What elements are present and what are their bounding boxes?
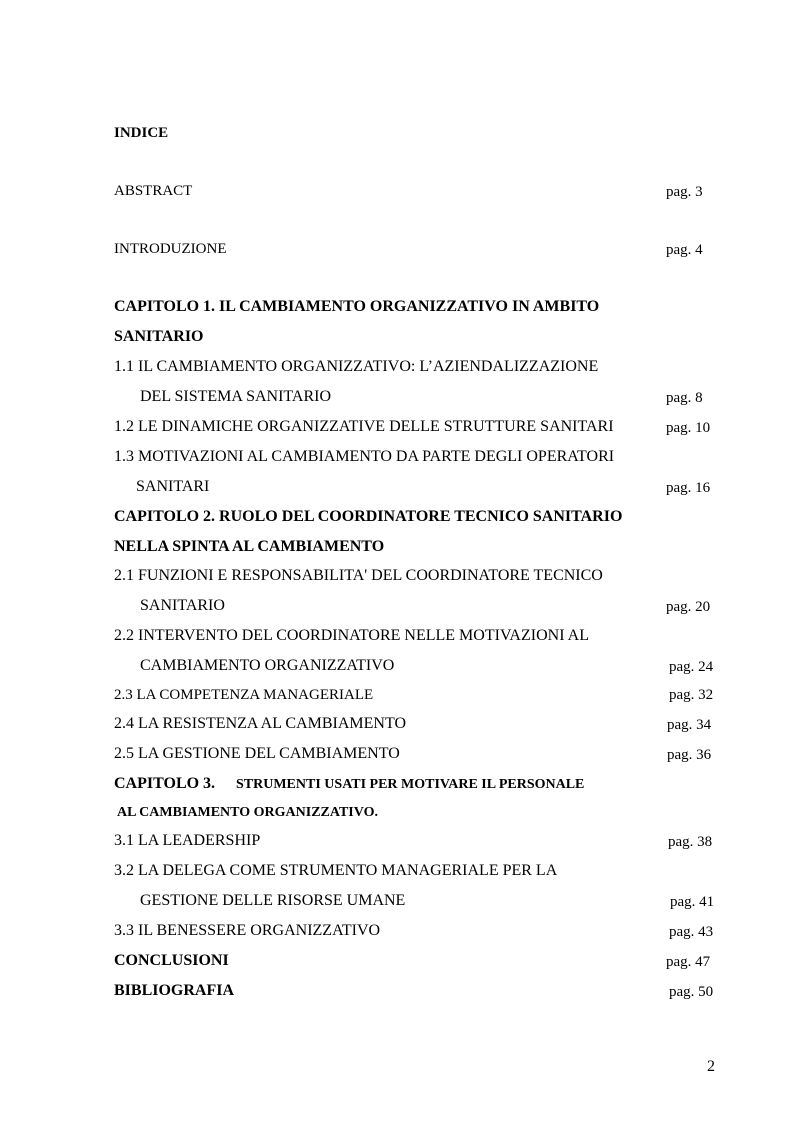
toc-entry-introduzione: INTRODUZIONE	[114, 241, 227, 257]
toc-entry-1-1-line2: DEL SISTEMA SANITARIO	[140, 388, 332, 405]
page-number: 2	[707, 1058, 715, 1075]
toc-page-2-4: pag. 34	[667, 717, 712, 733]
toc-page-introduzione: pag. 4	[666, 242, 703, 258]
toc-entry-abstract: ABSTRACT	[114, 183, 193, 199]
toc-page-conclusioni: pag. 47	[666, 954, 711, 970]
toc-chapter-3-title: STRUMENTI USATI PER MOTIVARE IL PERSONALE	[236, 777, 585, 792]
toc-page-bibliografia: pag. 50	[669, 984, 714, 1000]
toc-entry-3-2-line2: GESTIONE DELLE RISORSE UMANE	[140, 892, 406, 909]
toc-chapter-3-line2: AL CAMBIAMENTO ORGANIZZATIVO.	[117, 805, 378, 820]
toc-chapter-2-line2: NELLA SPINTA AL CAMBIAMENTO	[114, 538, 385, 555]
toc-entry-3-1: 3.1 LA LEADERSHIP	[114, 832, 261, 849]
toc-entry-2-1-line2: SANITARIO	[140, 597, 225, 614]
toc-entry-2-4: 2.4 LA RESISTENZA AL CAMBIAMENTO	[114, 715, 407, 732]
toc-entry-2-2-line2: CAMBIAMENTO ORGANIZZATIVO	[140, 657, 395, 674]
toc-page-2-3: pag. 32	[669, 687, 714, 703]
toc-entry-bibliografia: BIBLIOGRAFIA	[114, 982, 235, 999]
toc-page-3-3: pag. 43	[669, 924, 714, 940]
toc-entry-1-1-line1: 1.1 IL CAMBIAMENTO ORGANIZZATIVO: L’AZIENDALIZZAZIONE	[114, 358, 599, 375]
toc-page-2-5: pag. 36	[667, 747, 712, 763]
toc-page-2-2: pag. 24	[669, 659, 714, 675]
toc-page-2-1: pag. 20	[666, 599, 711, 615]
toc-chapter-1-line1: CAPITOLO 1. IL CAMBIAMENTO ORGANIZZATIVO IN AMBITO	[114, 298, 600, 315]
toc-page-abstract: pag. 3	[666, 184, 703, 200]
toc-entry-1-3-line1: 1.3 MOTIVAZIONI AL CAMBIAMENTO DA PARTE DEGLI OPERATORI	[114, 448, 615, 465]
toc-page-1-2: pag. 10	[666, 420, 711, 436]
toc-page-3-1: pag. 38	[668, 834, 713, 850]
toc-entry-2-5: 2.5 LA GESTIONE DEL CAMBIAMENTO	[114, 745, 400, 762]
toc-chapter-2-line1: CAPITOLO 2. RUOLO DEL COORDINATORE TECNICO SANITARIO	[114, 508, 623, 525]
toc-chapter-1-line2: SANITARIO	[114, 328, 204, 345]
toc-entry-2-1-line1: 2.1 FUNZIONI E RESPONSABILITA' DEL COORDINATORE TECNICO	[114, 567, 603, 584]
toc-entry-3-3: 3.3 IL BENESSERE ORGANIZZATIVO	[114, 922, 381, 939]
toc-entry-conclusioni: CONCLUSIONI	[114, 952, 229, 969]
toc-entry-3-2-line1: 3.2 LA DELEGA COME STRUMENTO MANAGERIALE PER LA	[114, 862, 558, 879]
toc-page-3-2: pag. 41	[670, 894, 715, 910]
toc-page-1-3: pag. 16	[666, 480, 711, 496]
toc-page-1-1: pag. 8	[666, 390, 703, 406]
toc-entry-1-2: 1.2 LE DINAMICHE ORGANIZZATIVE DELLE STRUTTURE SANITARI	[114, 418, 614, 435]
toc-chapter-3-label: CAPITOLO 3.	[114, 775, 216, 792]
page-title: INDICE	[114, 125, 169, 141]
toc-entry-2-2-line1: 2.2 INTERVENTO DEL COORDINATORE NELLE MOTIVAZIONI AL	[114, 627, 589, 644]
toc-entry-1-3-line2: SANITARI	[136, 478, 210, 495]
toc-entry-2-3: 2.3 LA COMPETENZA MANAGERIALE	[114, 687, 374, 703]
